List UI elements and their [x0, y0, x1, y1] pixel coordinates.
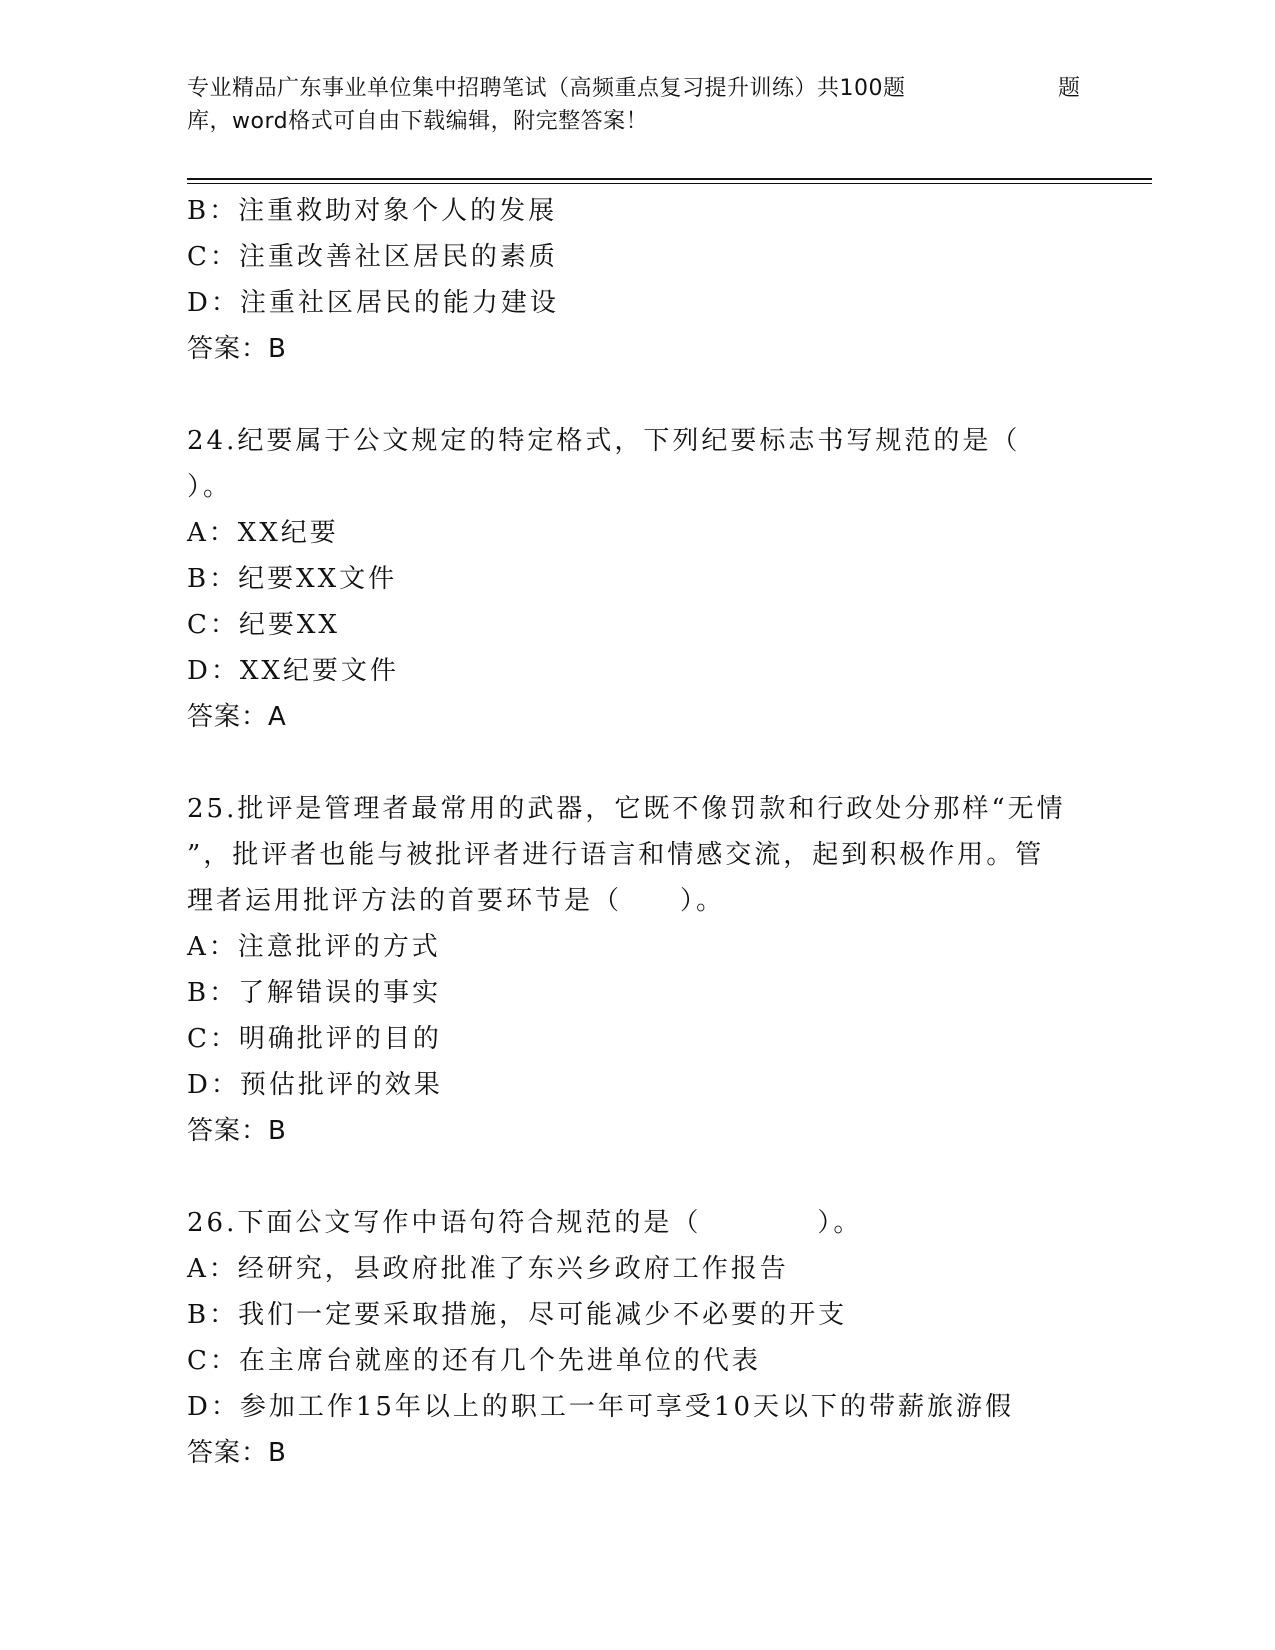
question-25 — [187, 786, 1127, 1154]
question-24 — [187, 418, 1127, 740]
option-c: C：在主席台就座的还有几个先进单位的代表 — [187, 1346, 761, 1376]
option-c: C：注重改善社区居民的素质 — [187, 242, 558, 272]
header-divider-thick — [187, 178, 1152, 180]
header-line-1: 专业精品广东事业单位集中招聘笔试（高频重点复习提升训练）共100题 — [187, 76, 906, 101]
spacer — [187, 372, 1127, 418]
question-stem-line: 理者运用批评方法的首要环节是（ ）。 — [187, 886, 726, 916]
option-b: B：了解错误的事实 — [187, 978, 442, 1008]
answer: 答案：A — [187, 702, 287, 732]
option-b: B：我们一定要采取措施，尽可能减少不必要的开支 — [187, 1300, 848, 1330]
document-header — [187, 72, 1087, 138]
option-d: D：XX纪要文件 — [187, 656, 399, 686]
option-b: B：纪要XX文件 — [187, 564, 398, 594]
question-stem-line: 25.批评是管理者最常用的武器，它既不像罚款和行政处分那样“无情 — [187, 794, 1066, 824]
option-a: A：XX纪要 — [187, 518, 339, 548]
option-b: B：注重救助对象个人的发展 — [187, 196, 558, 226]
question-26 — [187, 1200, 1127, 1476]
answer: 答案：B — [187, 1116, 287, 1146]
header-extra-char: 题 — [1058, 76, 1081, 101]
question-stem-line: 26.下面公文写作中语句符合规范的是（ ）。 — [187, 1208, 863, 1238]
option-c: C：纪要XX — [187, 610, 340, 640]
question-list — [187, 188, 1127, 1476]
answer: 答案：B — [187, 334, 287, 364]
question-23 — [187, 188, 1127, 372]
question-stem-line: ）。 — [187, 472, 233, 502]
question-stem-line: 24.纪要属于公文规定的特定格式，下列纪要标志书写规范的是（ — [187, 426, 1021, 456]
option-c: C：明确批评的目的 — [187, 1024, 442, 1054]
option-a: A：注意批评的方式 — [187, 932, 441, 962]
option-d: D：参加工作15年以上的职工一年可享受10天以下的带薪旅游假 — [187, 1392, 1015, 1422]
option-d: D：预估批评的效果 — [187, 1070, 443, 1100]
header-line-2: 库，word格式可自由下载编辑，附完整答案！ — [187, 109, 649, 134]
header-divider-thin — [187, 183, 1152, 184]
option-d: D：注重社区居民的能力建设 — [187, 288, 559, 318]
spacer — [187, 1154, 1127, 1200]
spacer — [187, 740, 1127, 786]
option-a: A：经研究，县政府批准了东兴乡政府工作报告 — [187, 1254, 789, 1284]
answer: 答案：B — [187, 1438, 287, 1468]
question-stem-line: ”，批评者也能与被批评者进行语言和情感交流，起到积极作用。管 — [187, 840, 1045, 870]
